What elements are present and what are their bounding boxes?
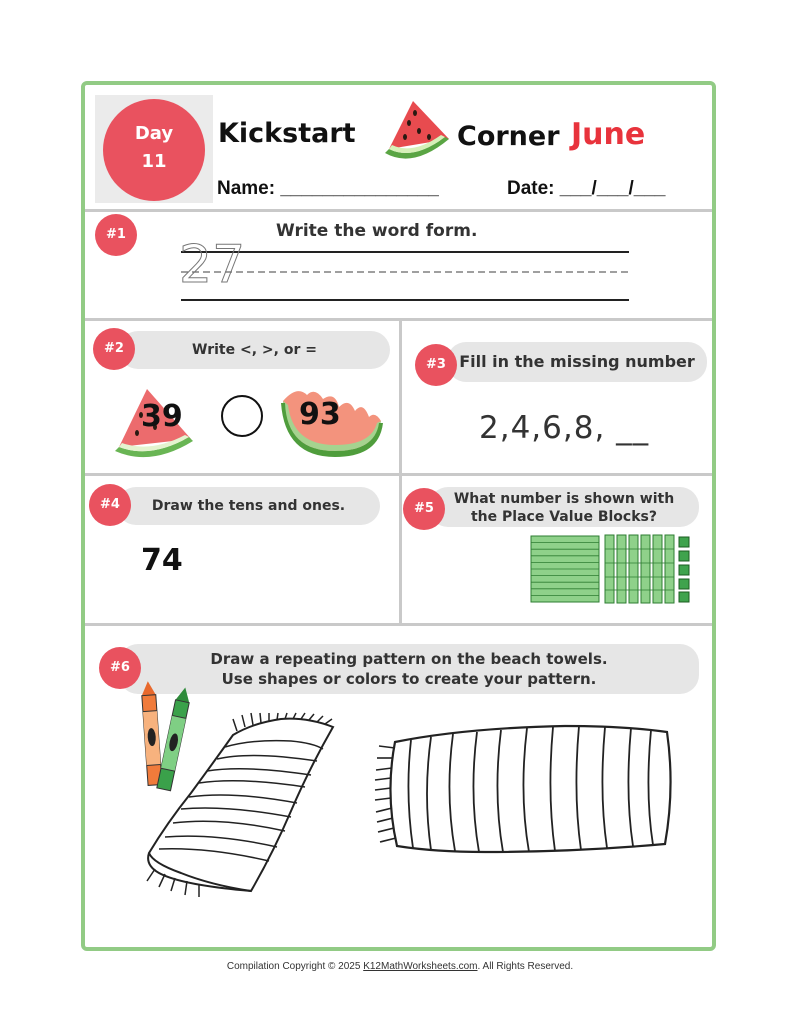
- footer-rights: . All Rights Reserved.: [477, 961, 574, 972]
- q4-prompt: Draw the tens and ones.: [117, 487, 380, 525]
- one-cube: [679, 537, 689, 547]
- watermelon-icon: [383, 95, 453, 165]
- day-badge: [103, 99, 205, 201]
- q3-sequence: 2,4,6,8, __: [479, 410, 650, 446]
- footer-copyright: Compilation Copyright © 2025: [226, 961, 364, 972]
- footer: [0, 961, 800, 972]
- one-cube: [679, 579, 689, 589]
- ten-rod: [641, 535, 650, 603]
- place-value-blocks: [529, 533, 715, 605]
- q2-right-number: 93: [299, 397, 341, 432]
- q6-prompt-line1: Draw a repeating pattern on the beach towels.: [210, 650, 608, 668]
- divider-row3: [85, 623, 712, 626]
- footer-link[interactable]: K12MathWorksheets.com: [363, 961, 478, 972]
- one-cube: [679, 592, 689, 602]
- compare-circle[interactable]: [221, 395, 263, 437]
- beach-towel-right[interactable]: [375, 718, 685, 863]
- q6-prompt-line2: Use shapes or colors to create your pattern.: [221, 670, 597, 688]
- name-field[interactable]: Name: _______________: [217, 178, 439, 199]
- badge-q5: #5: [403, 488, 445, 530]
- ten-rods: [605, 535, 674, 603]
- q5-prompt-line1: What number is shown with: [453, 491, 675, 507]
- q5-prompt-line2: the Place Value Blocks?: [470, 509, 657, 525]
- q2-prompt: Write <, >, or =: [119, 331, 390, 369]
- ten-rod: [629, 535, 638, 603]
- worksheet: [81, 81, 716, 951]
- q4-number: 74: [141, 543, 183, 578]
- q3-prompt: Fill in the missing number: [447, 342, 707, 382]
- q1-number-trace: 27: [179, 235, 246, 295]
- divider-header: [85, 209, 712, 212]
- title-kickstart: Kickstart: [218, 118, 356, 149]
- day-label: Day: [134, 123, 174, 144]
- badge-q3: #3: [415, 344, 457, 386]
- title-corner: Corner: [457, 121, 560, 152]
- badge-q1: #1: [95, 214, 137, 256]
- divider-vertical: [399, 321, 402, 623]
- one-cubes: [679, 537, 689, 602]
- ten-rod: [605, 535, 614, 603]
- title-month: June: [571, 117, 646, 152]
- one-cube: [679, 551, 689, 561]
- q6-prompt: [119, 644, 699, 694]
- handwriting-lines: [181, 245, 631, 305]
- ten-rod: [617, 535, 626, 603]
- day-number: 11: [141, 151, 167, 172]
- badge-q6: #6: [99, 647, 141, 689]
- date-field[interactable]: Date: ___/___/___: [507, 178, 666, 199]
- badge-q4: #4: [89, 484, 131, 526]
- ten-rod: [653, 535, 662, 603]
- ten-rod: [665, 535, 674, 603]
- badge-q2: #2: [93, 328, 135, 370]
- q5-prompt: [429, 487, 699, 527]
- q2-left-number: 39: [141, 399, 183, 434]
- one-cube: [679, 565, 689, 575]
- beach-towel-left[interactable]: [141, 713, 347, 899]
- q1-prompt: Write the word form.: [276, 221, 478, 241]
